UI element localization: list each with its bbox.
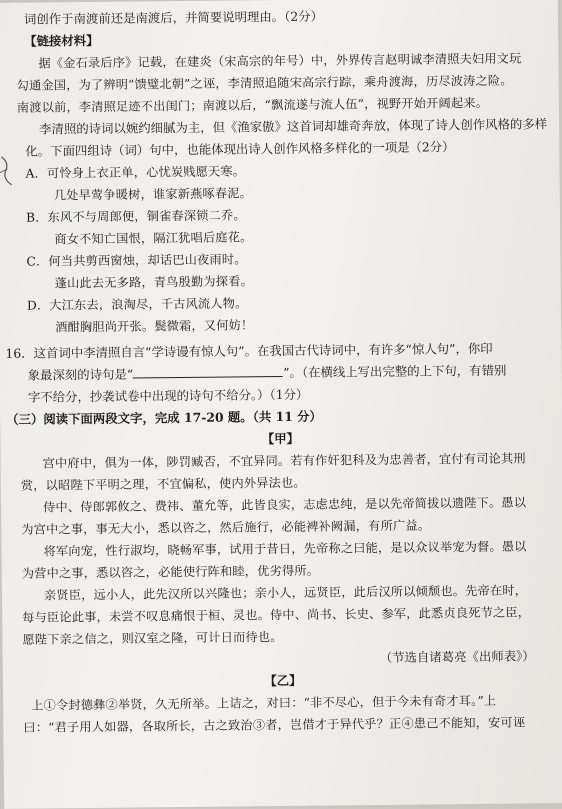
option-d-line-2: 酒酣胸胆尚开张。鬓微霜，又何妨！	[55, 318, 254, 335]
link-material-header: 【链接材料】	[24, 32, 99, 49]
passage-jia-header: 【甲】	[261, 430, 300, 447]
jia-line-3: 侍中、侍郎郭攸之、费祎、董允等，此皆良实，志虑忠纯，是以先帝简拔以遗陛下。愚以	[43, 495, 527, 515]
jia-line-1: 宫中府中，俱为一体，陟罚臧否，不宜异同。若有作奸犯科及为忠善者，宜付有司论其刑	[42, 451, 526, 471]
question-16-instruction: ”。（在横线上写出完整的上下句，有错别	[283, 362, 507, 380]
question-15-line-2: 化。下面四组诗（词）句中，也能体现出诗人创作风格多样化的一项是（2分）	[25, 139, 455, 159]
jia-line-7: 亲贤臣，远小人，此先汉所以兴隆也；亲小人，远贤臣，此后汉所以倾颓也。先帝在时，	[43, 583, 528, 603]
option-b-line-2: 商女不知亡国恨，隔江犹唱后庭花。	[54, 230, 253, 247]
page-content	[2, 3, 558, 739]
link-line-3: 南渡以前，李清照足迹不出闺门；南渡以后，“飘流遂与流人伍”，视野开始开阔起来。	[16, 95, 489, 115]
question-16-line-3: 字不给分，抄袭试卷中出现的诗句不给分。）（1分）	[27, 386, 309, 405]
jia-line-5: 将军向宠，性行淑均，晓畅军事，试用于昔日，先帝称之曰能，是以众议举宠为督。愚以	[43, 539, 527, 559]
jia-line-6: 为营中之事，悉以咨之，必能使行阵和睦，优劣得所。	[21, 563, 320, 581]
option-c-line-2: 蓬山此去无多路，青鸟殷勤为探看。	[54, 274, 254, 291]
yi-line-1: 上①令封德彝②举贤，久无所举。上诘之，对曰：“非不尽心，但于今未有奇才耳。”上	[31, 693, 497, 713]
option-d-line-1: D．大江东去，浪淘尽，千古风流人物。	[26, 296, 248, 313]
section-3-title: （三）阅读下面两段文字，完成 17-20 题。（共 11 分）	[6, 408, 322, 427]
option-c-line-1: C．何当共剪西窗烛，却话巴山夜雨时。	[26, 252, 247, 269]
jia-line-8: 每与臣论此事，未尝不叹息痛恨于桓、灵也。侍中、尚书、长史、参军，此悉贞良死节之臣，	[22, 605, 531, 625]
jia-line-9: 愿陛下亲之信之，则汉室之隆，可计日而待也。	[22, 629, 283, 647]
jia-line-2: 赏，以昭陛下平明之理，不宜偏私，使内外异法也。	[20, 475, 306, 493]
link-line-2: 勾通金国，为了辨明“馈璧北朝”之诬，李清照追随宋高宗行踪，乘舟渡海，历尽波涛之险。	[16, 73, 513, 93]
answer-blank[interactable]	[133, 362, 283, 379]
jia-source: （节选自诸葛亮《出师表》）	[379, 648, 535, 665]
option-b-line-1: B．东风不与周郎便，铜雀春深锁二乔。	[25, 208, 246, 225]
question-tail: 词创作于南渡前还是南渡后，并简要说明理由。（2分）	[23, 8, 324, 27]
question-16-line-1: 16．这首词中李清照自言“学诗谩有惊人句”。在我国古代诗词中，有许多“惊人句”，你印	[5, 340, 493, 361]
yi-line-2: 曰：“君子用人如器，各取所长，古之致治③者，岂借才于异代乎？正④患己不能知，安可诬	[23, 715, 526, 735]
question-16-prompt: 象最深刻的诗句是“	[27, 366, 134, 383]
passage-yi-header: 【乙】	[264, 672, 302, 689]
option-a-line-2: 几处早莺争暖树，谁家新燕啄春泥。	[53, 186, 253, 203]
question-15-line-1: 李清照的诗词以婉约细腻为主，但《渔家傲》这首词却雄奇奔放，体现了诗人创作风格的多样	[39, 116, 548, 137]
link-line-1: 据《金石录后序》记载，在建炎（宋高宗的年号）中，外界传言赵明诚李清照夫妇用文玩	[38, 51, 522, 71]
jia-line-4: 为宫中之事，事无大小，悉以咨之，然后施行，必能裨补阙漏，有所广益。	[21, 518, 431, 537]
option-a-line-1: A．可怜身上衣正单，心忧炭贱愿天寒。	[25, 164, 246, 181]
